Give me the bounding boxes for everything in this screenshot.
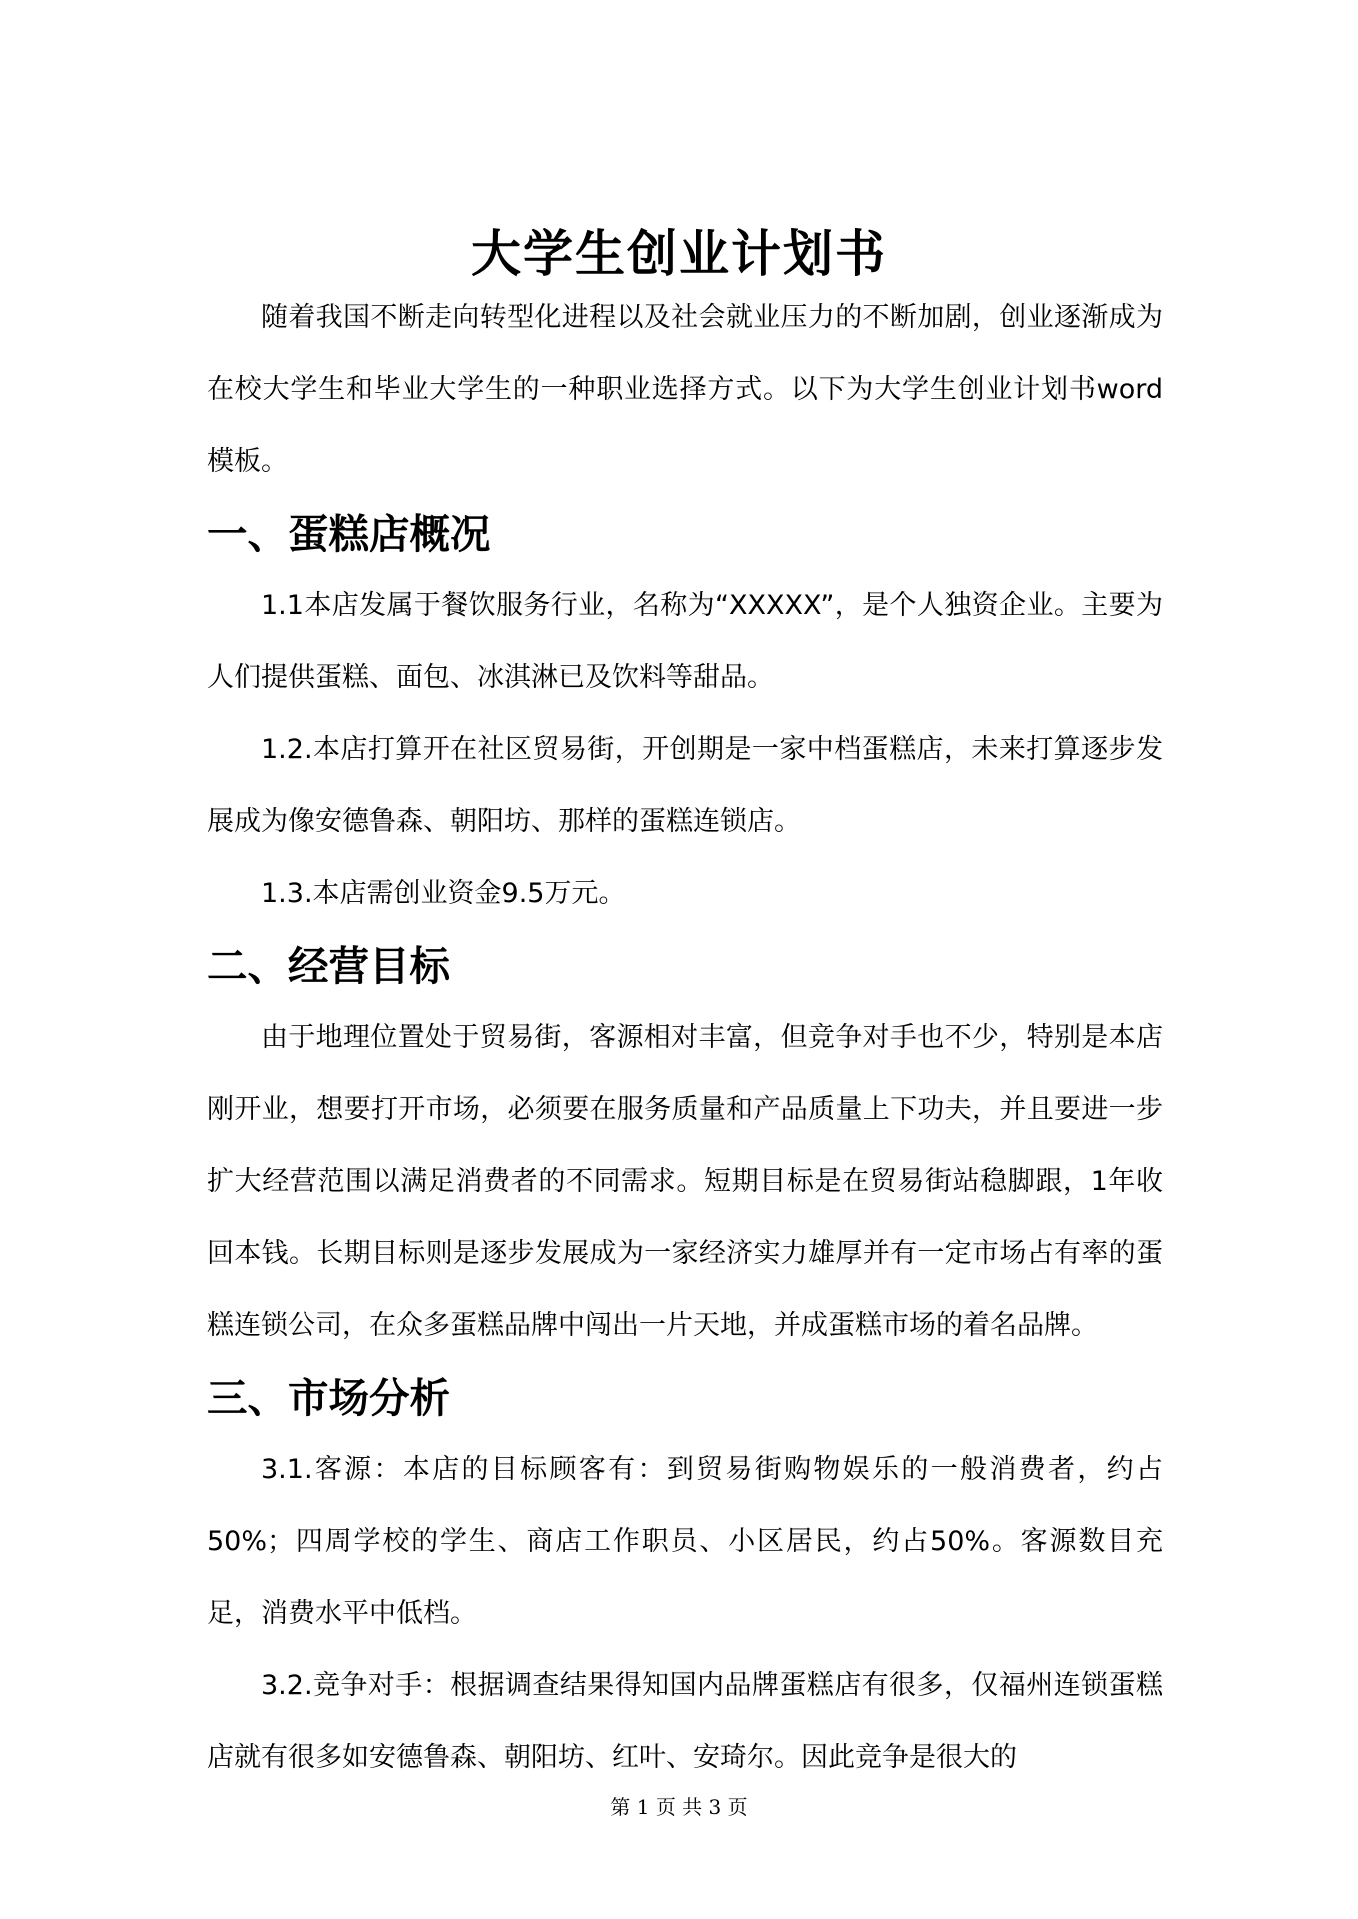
intro-paragraph: 随着我国不断走向转型化进程以及社会就业压力的不断加剧，创业逐渐成为在校大学生和毕业大学生的一种职业选择方式。以下为大学生创业计划书word模板。: [207, 302, 1163, 477]
section-heading-goals: 二、经营目标: [207, 942, 450, 990]
section-heading-overview: 一、蛋糕店概况: [207, 510, 491, 558]
paragraph-1-2: 1.2.本店打算开在社区贸易街，开创期是一家中档蛋糕店，未来打算逐步发展成为像安德鲁森、朝阳坊、那样的蛋糕连锁店。: [207, 734, 1163, 837]
document-title: 大学生创业计划书: [471, 224, 887, 283]
paragraph-3-1: 3.1.客源：本店的目标顾客有：到贸易街购物娱乐的一般消费者，约占50%；四周学校的学生、商店工作职员、小区居民，约占50%。客源数目充足，消费水平中低档。: [207, 1454, 1163, 1629]
section-heading-market: 三、市场分析: [207, 1374, 450, 1422]
document-body: [207, 282, 1163, 1794]
paragraph-1-3: 1.3.本店需创业资金9.5万元。: [261, 878, 626, 909]
page-footer: 第 1 页 共 3 页: [610, 1795, 748, 1819]
paragraph-3-2: 3.2.竞争对手：根据调查结果得知国内品牌蛋糕店有很多，仅福州连锁蛋糕店就有很多如安德鲁森、朝阳坊、红叶、安琦尔。因此竞争是很大的: [207, 1670, 1163, 1773]
paragraph-goals: 由于地理位置处于贸易街，客源相对丰富，但竞争对手也不少，特别是本店刚开业，想要打开市场，必须要在服务质量和产品质量上下功夫，并且要进一步扩大经营范围以满足消费者的不同需求。短期目标是在贸易街站稳脚跟，1年收回本钱。长期目标则是逐步发展成为一家经济实力雄厚并有一定市场占有率的蛋糕连锁公司，在众多蛋糕品牌中闯出一片天地，并成蛋糕市场的着名品牌。: [207, 1022, 1163, 1341]
paragraph-1-1: 1.1本店发属于餐饮服务行业，名称为“XXXXX”，是个人独资企业。主要为人们提供蛋糕、面包、冰淇淋已及饮料等甜品。: [207, 590, 1163, 693]
